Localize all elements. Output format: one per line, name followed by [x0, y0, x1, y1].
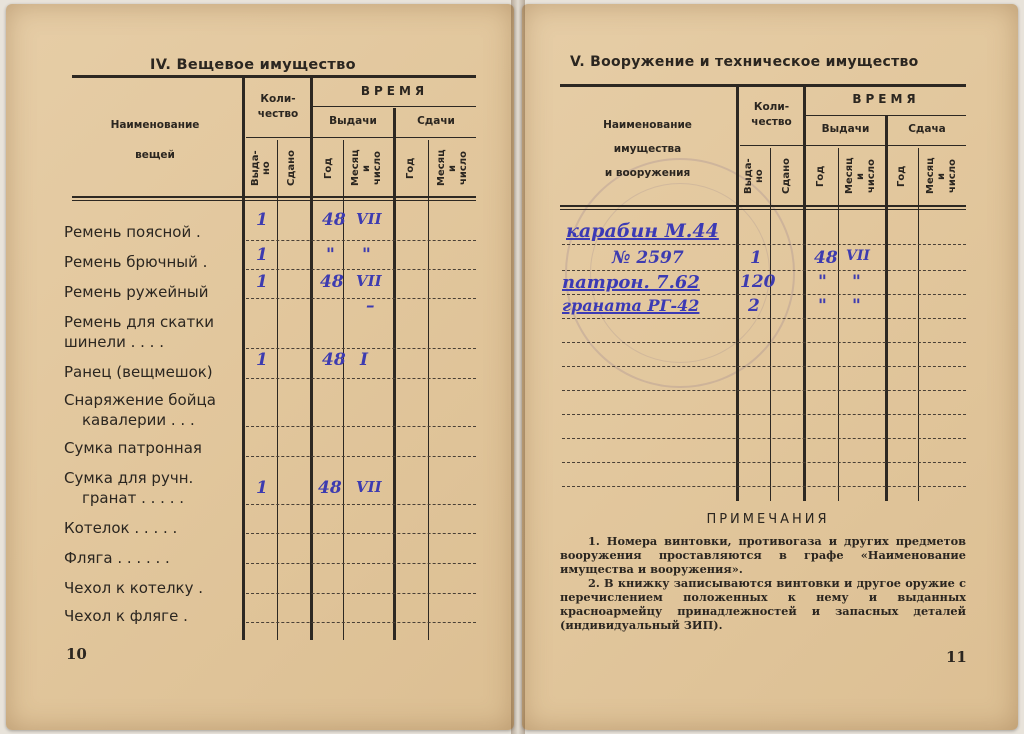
list-item: Чехол к фляге .: [64, 607, 188, 625]
month-cell: I: [360, 350, 368, 370]
left-sub-rule: [246, 137, 310, 138]
right-header-rule-2: [560, 209, 966, 210]
right-sub-rule: [806, 115, 966, 116]
right-col-rule: [918, 148, 919, 501]
left-col-rule: [310, 78, 313, 640]
year-cell: 48: [322, 210, 346, 230]
left-top-rule: [72, 75, 476, 78]
right-header-name-3: и вооружения: [604, 167, 691, 179]
right-header-return: Сдача: [908, 123, 946, 135]
right-top-rule: [560, 84, 966, 87]
list-item: Ранец (вещмешок): [64, 363, 213, 381]
left-header-year-return: Год: [405, 157, 416, 179]
left-sub-rule: [313, 106, 476, 107]
left-header-name-2: вещей: [135, 149, 175, 161]
left-header-time: ВРЕМЯ: [360, 84, 429, 98]
left-col-rule: [428, 140, 429, 640]
right-header-issued: Выда- но: [743, 158, 765, 194]
qty-cell: 1: [256, 245, 268, 265]
weapon-name: карабин М.44: [566, 220, 719, 242]
month-cell: ": [852, 296, 861, 316]
right-header-returned: Сдано: [781, 158, 792, 194]
list-item: Ремень ружейный: [64, 283, 209, 301]
year-cell: ": [818, 272, 827, 292]
month-cell: VII: [846, 248, 870, 264]
month-cell: ": [362, 245, 371, 265]
year-cell: 48: [814, 248, 838, 268]
left-sub-rule: [313, 137, 476, 138]
list-item: Сумка для ручн. гранат . . . . .: [64, 469, 194, 507]
year-cell: ": [818, 296, 827, 316]
qty-cell: 1: [256, 210, 268, 230]
year-cell: 48: [320, 272, 344, 292]
left-page-number: 10: [66, 645, 87, 663]
right-header-quantity: Коли- чество: [751, 101, 792, 128]
left-header-year-issue: Год: [323, 157, 334, 179]
qty-cell: 2: [748, 296, 760, 316]
qty-cell: 1: [750, 248, 762, 268]
left-header-rule: [72, 196, 476, 198]
list-item: Ремень брючный .: [64, 253, 208, 271]
qty-cell: 1: [256, 478, 268, 498]
note-1: 1. Номера винтовки, противогаза и других предметов вооружения проставляются в графе «Наименование имущества и вооружения».: [560, 534, 966, 576]
right-page-title: V. Вооружение и техническое имущество: [570, 54, 919, 70]
right-header-year-issue: Год: [815, 165, 826, 187]
qty-cell: 1: [256, 272, 268, 292]
left-header-issued: Выда- но: [250, 150, 272, 186]
left-header-issue: Выдачи: [329, 115, 377, 127]
year-cell: ": [326, 245, 335, 265]
right-page-number: 11: [946, 648, 967, 666]
month-cell: VII: [356, 478, 382, 496]
left-header-name-1: Наименование: [110, 119, 200, 131]
right-col-rule: [838, 148, 839, 501]
right-col-rule: [770, 148, 771, 501]
right-sub-rule: [740, 145, 803, 146]
right-sub-rule: [806, 145, 966, 146]
right-header-name-1: Наименование: [603, 119, 692, 131]
right-header-name-2: имущества: [613, 143, 682, 155]
month-cell: VII: [356, 210, 382, 228]
year-cell: 48: [322, 350, 346, 370]
book-spine: [511, 0, 525, 734]
left-page-title: IV. Вещевое имущество: [150, 57, 356, 73]
right-header-year-return: Год: [896, 165, 907, 187]
list-item: Фляга . . . . . .: [64, 549, 170, 567]
month-cell: VII: [356, 272, 382, 290]
left-header-returned: Сдано: [286, 150, 297, 186]
serial-number: № 2597: [612, 248, 684, 268]
year-cell: 48: [318, 478, 342, 498]
grenade-name: граната РГ-42: [562, 296, 700, 315]
left-header-quantity: Коли- чество: [257, 93, 299, 120]
right-header-issue: Выдачи: [821, 123, 870, 135]
right-header-time: ВРЕМЯ: [852, 92, 920, 106]
qty-cell: 120: [740, 272, 776, 292]
right-header-month-issue: Месяц и число: [844, 157, 877, 195]
list-item: Чехол к котелку .: [64, 579, 204, 597]
month-cell: –: [366, 296, 375, 316]
month-cell: ": [852, 272, 861, 292]
list-item: Снаряжение бойца кавалерии . . .: [64, 391, 216, 429]
left-header-month-return: Месяц и число: [436, 149, 469, 187]
right-header-month-return: Месяц и число: [925, 157, 958, 195]
left-header-rule-2: [72, 200, 476, 201]
qty-cell: 1: [256, 350, 268, 370]
notes-title: ПРИМЕЧАНИЯ: [706, 512, 830, 527]
note-2: 2. В книжку записываются винтовки и другое оружие с перечислением положенных к нему и выданных красноармейцу принадлежностей и запасных деталей (индивидуальный ЗИП).: [560, 576, 966, 632]
left-col-rule: [242, 78, 245, 640]
left-col-rule: [393, 108, 396, 640]
list-item: Сумка патронная: [64, 439, 202, 457]
list-item: Ремень поясной .: [64, 223, 201, 241]
left-col-rule: [277, 140, 278, 640]
list-item: Котелок . . . . .: [64, 519, 178, 537]
ammo-name: патрон. 7.62: [562, 272, 700, 293]
list-item: Ремень для скатки шинели . . . .: [64, 313, 215, 351]
right-header-rule: [560, 205, 966, 207]
left-header-month-issue: Месяц и число: [350, 149, 383, 187]
left-header-return: Сдачи: [417, 115, 455, 127]
right-col-rule: [885, 116, 888, 501]
